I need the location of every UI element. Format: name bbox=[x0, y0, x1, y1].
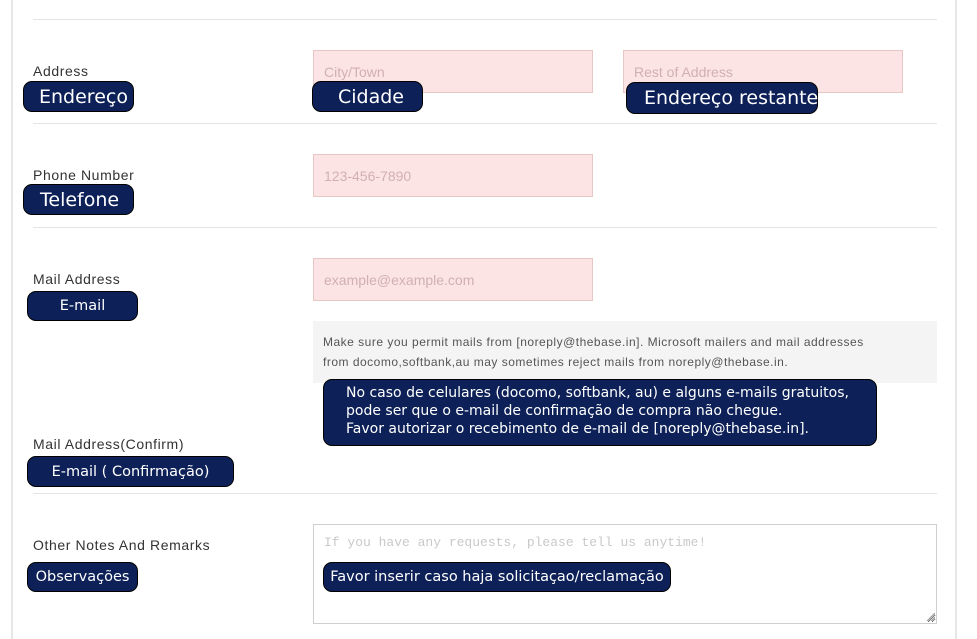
tag-phone: Telefone bbox=[23, 184, 134, 215]
address-label: Address bbox=[33, 63, 89, 79]
notes-label: Other Notes And Remarks bbox=[33, 537, 211, 553]
notice-line: Favor autorizar o recebimento de e-mail de [noreply@thebase.in]. bbox=[346, 421, 809, 437]
tag-address: Endereço bbox=[23, 81, 134, 112]
phone-label: Phone Number bbox=[33, 167, 135, 183]
divider bbox=[33, 227, 937, 228]
phone-input[interactable] bbox=[313, 154, 593, 197]
tag-email: E-mail bbox=[27, 291, 138, 321]
mail-label: Mail Address bbox=[33, 271, 121, 287]
tag-city: Cidade bbox=[312, 81, 423, 112]
tag-notes-hint: Favor inserir caso haja solicitaçao/reclamação bbox=[323, 562, 671, 592]
note-line: Make sure you permit mails from [noreply@thebase.in]. Microsoft mailers and mail addresses bbox=[323, 335, 864, 349]
mail-permission-note bbox=[313, 321, 937, 383]
notice-line: No caso de celulares (docomo, softbank, au) e alguns e-mails gratuitos, bbox=[346, 385, 849, 401]
divider bbox=[33, 493, 937, 494]
notice-line: pode ser que o e-mail de confirmação de compra não chegue. bbox=[346, 403, 783, 419]
page-frame-right bbox=[955, 0, 957, 639]
email-input[interactable] bbox=[313, 258, 593, 301]
tag-email-confirm: E-mail ( Confirmação) bbox=[27, 456, 234, 487]
tag-notes: Observações bbox=[27, 562, 138, 592]
tag-email-notice bbox=[323, 379, 877, 446]
page-frame-left bbox=[11, 0, 13, 639]
divider bbox=[33, 123, 937, 124]
mail-confirm-label: Mail Address(Confirm) bbox=[33, 436, 185, 452]
divider bbox=[33, 19, 937, 20]
note-line: from docomo,softbank,au may sometimes reject mails from noreply@thebase.in. bbox=[323, 355, 789, 369]
tag-rest-of-address: Endereço restante bbox=[626, 82, 818, 114]
